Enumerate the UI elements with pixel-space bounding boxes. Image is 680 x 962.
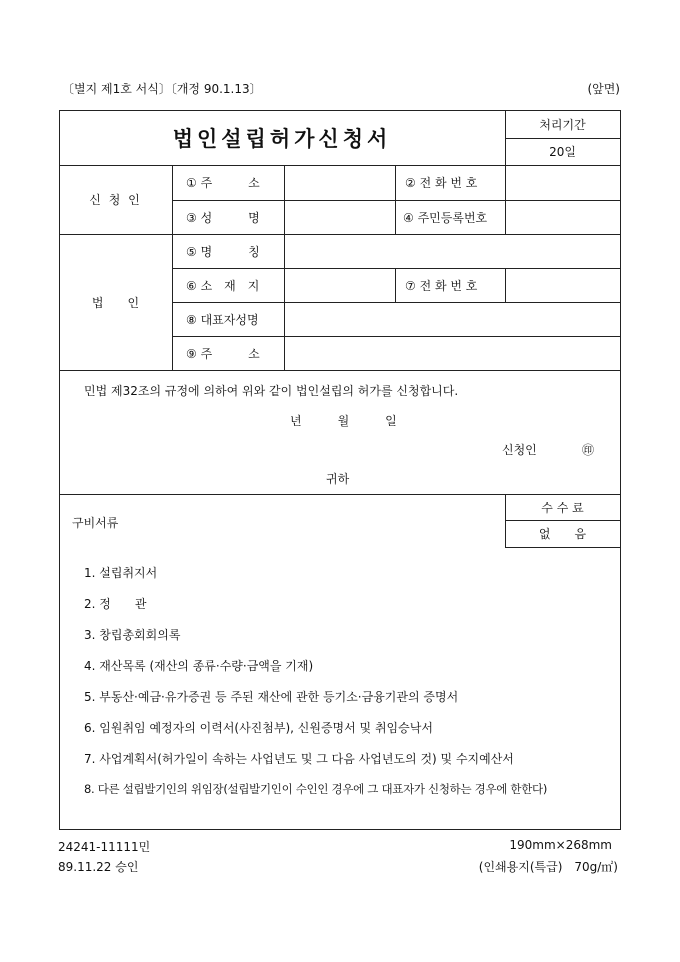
representative-name-label: ⑧ 대표자성명 <box>186 312 259 327</box>
document-item: 6. 임원취임 예정자의 이력서(사진첨부), 신원증명서 및 취임승낙서 <box>84 721 433 735</box>
divider <box>505 547 620 548</box>
document-item: 8. 다른 설립발기인의 위임장(설립발기인이 수인인 경우에 그 대표자가 신청하는 경우에 한한다) <box>84 782 548 796</box>
applicant-resident-no-label: ④ 주민등록번호 <box>403 210 488 225</box>
processing-period-label: 처리기간 <box>539 117 586 132</box>
fee-label: 수 수 료 <box>541 500 584 515</box>
representative-address-label: ⑨ 주 소 <box>186 346 260 361</box>
applicant-name-field[interactable] <box>285 201 395 234</box>
date-line: 년 월 일 <box>290 414 397 428</box>
applicant-phone-field[interactable] <box>506 166 620 200</box>
applicant-address-label: ① 주 소 <box>186 176 260 190</box>
form-title: 법인설립허가신청서 <box>172 126 392 151</box>
required-documents-label: 구비서류 <box>72 516 119 530</box>
divider <box>59 370 621 371</box>
document-item: 5. 부동산·예금·유가증권 등 주된 재산에 관한 등기소·금융기관의 증명서 <box>84 690 459 704</box>
approval-date: 89.11.22 승인 <box>58 860 139 874</box>
fee-value: 없 음 <box>538 527 587 541</box>
applicant-name-label: ③ 성 명 <box>186 210 260 225</box>
corporation-location-field[interactable] <box>285 269 395 302</box>
processing-period-value: 20일 <box>549 145 576 159</box>
applicant-address-field[interactable] <box>285 166 395 200</box>
corporation-phone-label: ⑦ 전 화 번 호 <box>405 278 478 293</box>
document-item: 4. 재산목록 (재산의 종류·수량·금액을 기재) <box>84 659 314 673</box>
paper-size: 190mm×268mm <box>509 838 612 852</box>
form-code: 24241-11111민 <box>58 840 151 854</box>
document-item: 3. 창립총회회의록 <box>84 628 181 642</box>
signer-label: 신청인 <box>502 443 537 457</box>
applicant-resident-no-field[interactable] <box>506 201 620 234</box>
corporation-section-label: 법 인 <box>91 295 140 310</box>
corporation-location-label: ⑥ 소 재 지 <box>186 278 260 293</box>
representative-name-field[interactable] <box>285 303 620 336</box>
representative-address-field[interactable] <box>285 337 620 370</box>
document-item: 2. 정 관 <box>84 597 147 611</box>
form-reference: 〔별지 제1호 서식〕〔개정 90.1.13〕 <box>62 82 262 96</box>
page-side: (앞면) <box>587 82 620 96</box>
addressee-label: 귀하 <box>326 472 350 486</box>
applicant-section-label: 신 청 인 <box>89 193 142 207</box>
corporation-phone-field[interactable] <box>506 269 620 302</box>
seal-mark: ㊞ <box>582 443 595 457</box>
paper-type: (인쇄용지(특급) 70g/㎡) <box>478 860 618 874</box>
document-item: 7. 사업계획서(허가일이 속하는 사업년도 및 그 다음 사업년도의 것) 및 수지예산서 <box>84 752 514 766</box>
corporation-name-label: ⑤ 명 칭 <box>186 244 260 259</box>
application-statement: 민법 제32조의 규정에 의하여 위와 같이 법인설립의 허가를 신청합니다. <box>84 384 459 398</box>
document-item: 1. 설립취지서 <box>84 566 158 580</box>
applicant-phone-label: ② 전 화 번 호 <box>405 176 478 190</box>
corporation-name-field[interactable] <box>285 235 620 268</box>
